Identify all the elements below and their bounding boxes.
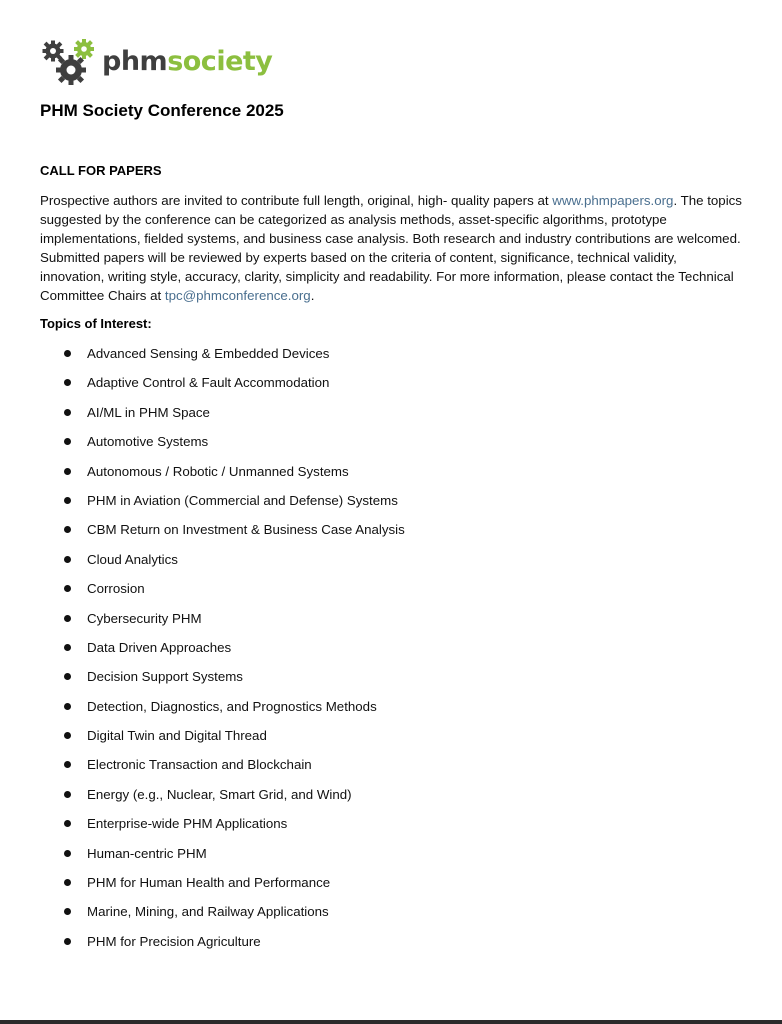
bullet-icon — [64, 585, 71, 592]
topic-label: PHM for Precision Agriculture — [87, 933, 261, 949]
logo-wordmark — [102, 45, 273, 77]
topic-label: Corrosion — [87, 581, 145, 597]
intro-paragraph — [40, 191, 742, 306]
bullet-icon — [64, 438, 71, 445]
list-item — [0, 844, 782, 873]
topic-label: CBM Return on Investment & Business Case Analysis — [87, 522, 405, 538]
bullet-icon — [64, 556, 71, 563]
list-item — [0, 491, 782, 520]
list-item — [0, 462, 782, 491]
topic-label: Decision Support Systems — [87, 669, 243, 685]
list-item — [0, 814, 782, 843]
topic-label: Energy (e.g., Nuclear, Smart Grid, and Wind) — [87, 786, 352, 802]
list-item — [0, 344, 782, 373]
list-item — [0, 932, 782, 961]
bullet-icon — [64, 350, 71, 357]
list-item — [0, 785, 782, 814]
list-item — [0, 373, 782, 402]
topic-label: Cloud Analytics — [87, 551, 178, 567]
list-item — [0, 579, 782, 608]
intro-text-1: Prospective authors are invited to contribute full length, original, high- quality papers at — [40, 193, 553, 208]
phm-society-logo — [40, 38, 272, 88]
topics-heading: Topics of Interest: — [40, 316, 152, 331]
topic-label: Enterprise-wide PHM Applications — [87, 816, 288, 832]
bullet-icon — [64, 468, 71, 475]
topics-list — [0, 344, 782, 961]
list-item — [0, 902, 782, 931]
bullet-icon — [64, 526, 71, 533]
list-item — [0, 520, 782, 549]
list-item — [0, 403, 782, 432]
call-for-papers-heading: CALL FOR PAPERS — [40, 163, 162, 178]
topic-label: Cybersecurity PHM — [87, 610, 202, 626]
gears-icon — [40, 39, 98, 87]
bullet-icon — [64, 908, 71, 915]
topic-label: AI/ML in PHM Space — [87, 404, 210, 420]
list-item — [0, 697, 782, 726]
bullet-icon — [64, 409, 71, 416]
list-item — [0, 755, 782, 784]
topic-label: PHM for Human Health and Performance — [87, 875, 331, 891]
list-item — [0, 667, 782, 696]
topic-label: Data Driven Approaches — [87, 639, 232, 655]
topic-label: Marine, Mining, and Railway Applications — [87, 904, 329, 920]
logo-word-phm: phm — [102, 45, 168, 77]
bullet-icon — [64, 703, 71, 710]
bullet-icon — [64, 791, 71, 798]
bullet-icon — [64, 879, 71, 886]
list-item — [0, 609, 782, 638]
topic-label: Advanced Sensing & Embedded Devices — [87, 346, 330, 361]
tpc-email-link[interactable]: tpc@phmconference.org — [164, 288, 311, 304]
page-bottom-divider — [0, 1020, 782, 1024]
topic-label: Electronic Transaction and Blockchain — [87, 757, 312, 773]
list-item — [0, 550, 782, 579]
bullet-icon — [64, 673, 71, 680]
topic-label: Autonomous / Robotic / Unmanned Systems — [87, 463, 349, 479]
bullet-icon — [64, 379, 71, 386]
intro-text-3: . — [310, 288, 315, 304]
list-item — [0, 638, 782, 667]
list-item — [0, 432, 782, 461]
bullet-icon — [64, 497, 71, 504]
bullet-icon — [64, 732, 71, 739]
topic-label: Automotive Systems — [87, 434, 209, 450]
bullet-icon — [64, 761, 71, 768]
conference-title: PHM Society Conference 2025 — [40, 101, 284, 120]
intro-text-2: . The topics suggested by the conference can be categorized as analysis methods, asset-specific algorithms, prototype implementations, fielded systems, and business case analysis. Both research and industry contributions are welcomed. Submitted papers will be reviewed by experts based on the criteria of content, significance, technical validity, innovation, writing style, accuracy, clarity, simplicity and readability. For more information, please contact the Technical Committee Chairs at — [40, 193, 742, 304]
bullet-icon — [64, 938, 71, 945]
logo-word-society: society — [167, 45, 273, 77]
bullet-icon — [64, 820, 71, 827]
bullet-icon — [64, 615, 71, 622]
phmpapers-link[interactable]: www.phmpapers.org — [552, 193, 674, 208]
bullet-icon — [64, 850, 71, 857]
bullet-icon — [64, 644, 71, 651]
topic-label: Digital Twin and Digital Thread — [87, 728, 267, 744]
topic-label: Adaptive Control & Fault Accommodation — [87, 375, 330, 391]
list-item — [0, 873, 782, 902]
topic-label: Human-centric PHM — [87, 845, 207, 861]
topic-label: Detection, Diagnostics, and Prognostics Methods — [87, 698, 377, 714]
list-item — [0, 726, 782, 755]
topic-label: PHM in Aviation (Commercial and Defense) Systems — [87, 492, 398, 508]
